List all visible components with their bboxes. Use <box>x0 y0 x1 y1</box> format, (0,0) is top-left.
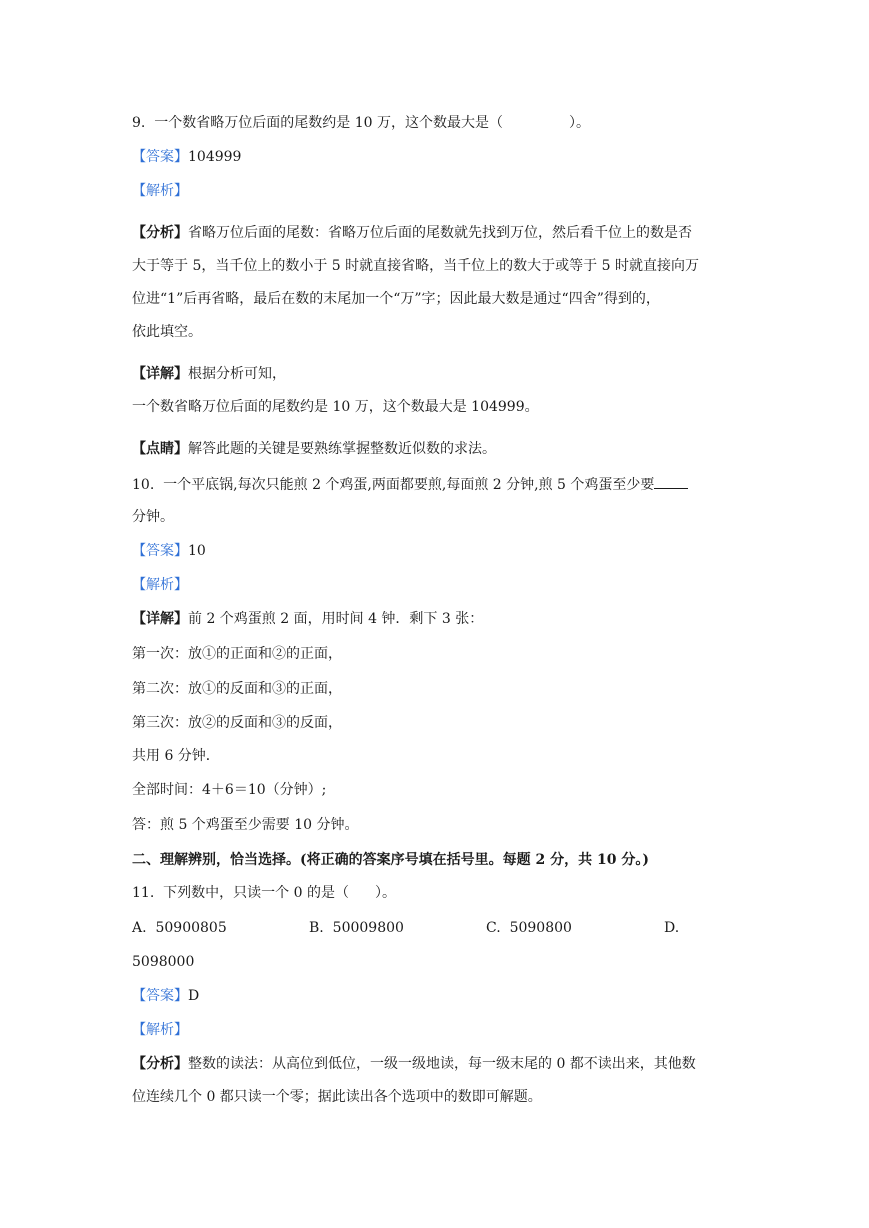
analysis-tag: 【解析】 <box>132 183 188 199</box>
q10-answer <box>132 541 206 561</box>
answer-tag: 【答案】 <box>132 543 188 559</box>
q9-xiangjie-line-1 <box>132 364 286 384</box>
q9-fenxi-text: 省略万位后面的尾数：省略万位后面的尾数就先找到万位，然后看千位上的数是否 <box>188 225 692 241</box>
xiangjie-tag: 【详解】 <box>132 611 188 627</box>
option-label: C. <box>486 920 501 936</box>
q10-stem-text: 一个平底锅,每次只能煎 2 个鸡蛋,两面都要煎,每面煎 2 分钟,煎 5 个鸡蛋至少要 <box>163 477 655 493</box>
q9-stem <box>132 113 590 133</box>
fenxi-tag: 【分析】 <box>132 1056 188 1072</box>
q11-option-d-value: 5098000 <box>132 954 195 970</box>
q10-stem-line-1 <box>132 474 688 494</box>
option-value: 50900805 <box>155 920 227 936</box>
q9-fenxi-line-2: 大于等于 5，当千位上的数小于 5 时就直接省略，当千位上的数大于或等于 5 时就直接向万 <box>132 258 699 274</box>
q9-answer-value: 104999 <box>188 149 242 165</box>
q11-stem-text: 下列数中，只读一个 0 的是（ <box>163 885 349 901</box>
q9-analysis-heading <box>132 181 188 201</box>
option-label: A. <box>132 920 147 936</box>
q10-xiangjie-line-4: 第三次：放②的反面和③的反面， <box>132 715 342 731</box>
q9-fenxi-line-1 <box>132 223 692 243</box>
q9-xiangjie-line-2: 一个数省略万位后面的尾数约是 10 万，这个数最大是 104999。 <box>132 399 539 415</box>
q10-xiangjie-line-3: 第二次：放①的反面和③的正面， <box>132 681 342 697</box>
q11-option-d-label: D. <box>664 920 680 936</box>
q10-xiangjie-line-6: 全部时间：4＋6＝10（分钟）; <box>132 782 327 798</box>
q11-option-b <box>309 918 404 938</box>
q10-stem-line-2: 分钟。 <box>132 509 174 525</box>
option-label: B. <box>309 920 324 936</box>
q11-option-c <box>486 918 572 938</box>
fenxi-tag: 【分析】 <box>132 225 188 241</box>
q9-fenxi-line-4: 依此填空。 <box>132 324 202 340</box>
q10-answer-value: 10 <box>188 543 206 559</box>
answer-tag: 【答案】 <box>132 988 188 1004</box>
q10-analysis-heading <box>132 575 188 595</box>
section-heading: 二、理解辨别，恰当选择。(将正确的答案序号填在括号里。每题 2 分，共 10 分。) <box>132 852 649 868</box>
q10-number: 10. <box>132 477 155 493</box>
q11-fenxi-line-2: 位连续几个 0 都只读一个零；据此读出各个选项中的数即可解题。 <box>132 1089 542 1105</box>
q9-stem-text: 一个数省略万位后面的尾数约是 10 万，这个数最大是（ <box>154 115 503 131</box>
q9-fenxi-line-3: 位进“1”后再省略，最后在数的末尾加一个“万”字；因此最大数是通过“四舍”得到的， <box>132 291 660 307</box>
q10-xiangjie-line-5: 共用 6 分钟． <box>132 748 220 764</box>
q9-dianjing <box>132 439 496 459</box>
q11-analysis-heading <box>132 1020 188 1040</box>
q11-fenxi-text: 整数的读法：从高位到低位，一级一级地读，每一级末尾的 0 都不读出来，其他数 <box>188 1056 696 1072</box>
q11-stem <box>132 883 396 903</box>
q11-stem-end: ）。 <box>374 885 396 901</box>
q9-dianjing-text: 解答此题的关键是要熟练掌握整数近似数的求法。 <box>188 441 496 457</box>
q9-answer <box>132 147 241 167</box>
answer-tag: 【答案】 <box>132 149 188 165</box>
q10-xiangjie-line-7: 答：煎 5 个鸡蛋至少需要 10 分钟。 <box>132 817 359 833</box>
q11-fenxi-line-1 <box>132 1054 696 1074</box>
q9-number: 9. <box>132 115 146 131</box>
q9-xiangjie-text: 根据分析可知， <box>188 366 286 382</box>
xiangjie-tag: 【详解】 <box>132 366 188 382</box>
q11-number: 11. <box>132 885 155 901</box>
q9-stem-end: ）。 <box>568 115 590 131</box>
dianjing-tag: 【点睛】 <box>132 441 188 457</box>
q10-answer-blank <box>654 474 688 489</box>
q10-xiangjie-line-1 <box>132 609 483 629</box>
option-value: 5090800 <box>509 920 572 936</box>
q11-answer-value: D <box>188 988 200 1004</box>
option-value: 50009800 <box>332 920 404 936</box>
q10-xiangjie-text: 前 2 个鸡蛋煎 2 面，用时间 4 钟．剩下 3 张： <box>188 611 484 627</box>
q10-xiangjie-line-2: 第一次：放①的正面和②的正面， <box>132 646 342 662</box>
q11-option-a <box>132 918 227 938</box>
analysis-tag: 【解析】 <box>132 1022 188 1038</box>
analysis-tag: 【解析】 <box>132 577 188 593</box>
q11-answer <box>132 986 199 1006</box>
